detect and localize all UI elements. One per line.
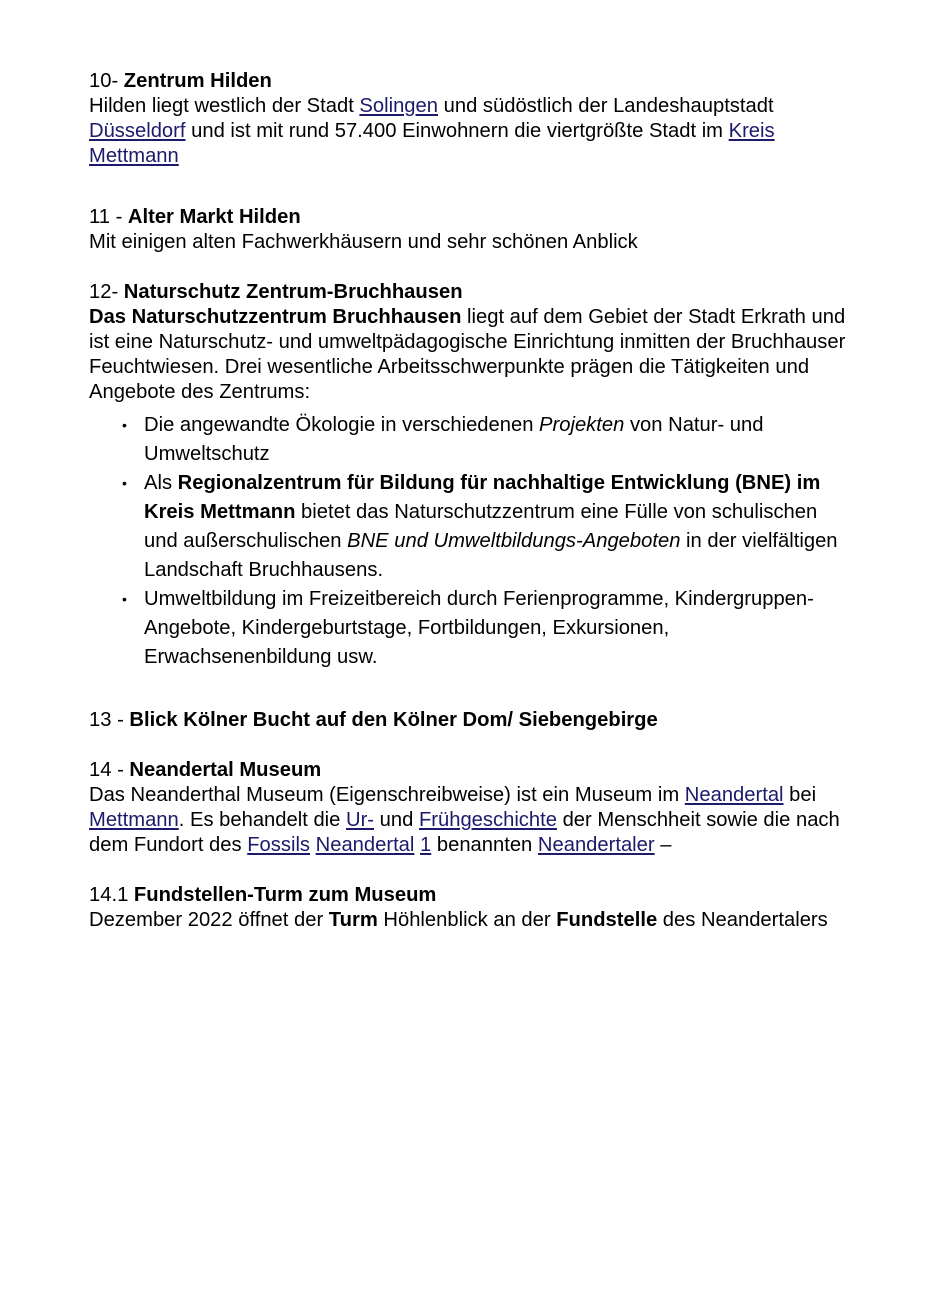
list-item — [89, 585, 849, 672]
spacer — [89, 255, 849, 280]
text-link[interactable]: Frühgeschichte — [418, 809, 557, 831]
bullet-icon: • — [122, 417, 127, 433]
text-run: Hilden liegt westlich der Stadt — [89, 95, 360, 117]
text-link[interactable]: Kreis Mettmann — [89, 120, 775, 167]
text-link[interactable]: 1 — [420, 834, 432, 856]
section-heading — [89, 708, 849, 733]
text-run: der Menschheit sowie die nach dem Fundort des — [89, 809, 840, 856]
spacer — [89, 858, 849, 883]
section-body — [89, 783, 849, 858]
section-number: 14.1 — [89, 884, 134, 906]
section-heading — [89, 883, 849, 908]
list-item-text — [144, 414, 764, 465]
bold-text: Das Naturschutzzentrum Bruchhausen — [89, 306, 462, 328]
text-run: Das Neanderthal Museum (Eigenschreibweise) ist ein Museum im — [89, 784, 685, 806]
bold-text: Turm — [328, 909, 378, 931]
text-run: liegt auf dem Gebiet der Stadt Erkrath und ist eine Naturschutz- und umweltpädagogische Einrichtung inmitten der Bruchhauser Feuchtwiesen. Drei wesentliche Arbeitsschwerpunkte prägen die Tätigkeiten und Angebote des Zentrums: — [89, 306, 846, 403]
text-run: Höhlenblick an der — [377, 909, 557, 931]
text-link[interactable]: Solingen — [359, 95, 438, 117]
text-run: bei — [783, 784, 817, 806]
spacer — [89, 169, 849, 205]
section-13 — [89, 708, 849, 733]
bullet-icon: • — [122, 591, 127, 607]
bullet-list — [89, 411, 849, 672]
bold-text: Fundstelle — [556, 909, 658, 931]
text-link[interactable]: Neandertal — [315, 834, 415, 856]
text-link[interactable]: Ur- — [346, 809, 375, 831]
list-item — [89, 411, 849, 469]
bullet-icon: • — [122, 475, 127, 491]
section-body — [89, 230, 849, 255]
text-run: Die angewandte Ökologie in verschiedenen — [144, 414, 540, 436]
section-10 — [89, 69, 849, 169]
text-run: und — [374, 809, 419, 831]
section-number: 10- — [89, 70, 124, 92]
spacer — [89, 733, 849, 758]
text-run: von Natur- und Umweltschutz — [144, 414, 764, 465]
section-title: Alter Markt Hilden — [127, 206, 301, 228]
section-14-1 — [89, 883, 849, 933]
section-number: 12- — [89, 281, 124, 303]
section-number: 14 - — [89, 759, 130, 781]
section-11 — [89, 205, 849, 255]
text-link[interactable]: Mettmann — [89, 809, 179, 831]
text-run: . Es behandelt die — [178, 809, 346, 831]
section-number: 13 - — [89, 709, 130, 731]
list-item — [89, 469, 849, 585]
text-link[interactable]: Neandertal — [684, 784, 784, 806]
text-run: in der vielfältigen Landschaft Bruchhausens. — [144, 530, 838, 581]
section-number: 11 - — [89, 206, 128, 228]
section-title: Blick Kölner Bucht auf den Kölner Dom/ Siebengebirge — [129, 709, 658, 731]
section-body — [89, 94, 849, 169]
document-page — [89, 69, 849, 933]
text-link[interactable]: Neandertaler — [537, 834, 655, 856]
text-link[interactable]: Fossils — [247, 834, 311, 856]
section-title: Neandertal Museum — [129, 759, 322, 781]
section-body — [89, 908, 849, 933]
text-run: bietet das Naturschutzzentrum eine Fülle von schulischen und außerschulischen — [144, 501, 818, 552]
section-title: Naturschutz Zentrum-Bruchhausen — [123, 281, 463, 303]
text-run: Dezember 2022 öffnet der — [89, 909, 329, 931]
section-14 — [89, 758, 849, 858]
text-run: und ist mit rund 57.400 Einwohnern die viertgrößte Stadt im — [185, 120, 729, 142]
section-title: Fundstellen-Turm zum Museum — [133, 884, 437, 906]
section-heading — [89, 205, 849, 230]
text-run: des Neandertalers — [657, 909, 828, 931]
section-heading — [89, 280, 849, 305]
list-item-text — [144, 472, 838, 581]
text-run: benannten — [431, 834, 538, 856]
section-heading — [89, 69, 849, 94]
section-body — [89, 305, 849, 405]
text-run: – — [654, 834, 672, 856]
section-12 — [89, 280, 849, 672]
text-run: Als — [144, 472, 178, 494]
list-item-text — [144, 588, 814, 668]
text-run: Umweltbildung im Freizeitbereich durch Ferienprogramme, Kindergruppen-Angebote, Kindergeburtstage, Fortbildungen, Exkursionen, Erwachsenenbildung usw. — [144, 588, 814, 668]
section-title: Zentrum Hilden — [123, 70, 272, 92]
text-run: und südöstlich der Landeshauptstadt — [438, 95, 774, 117]
section-heading — [89, 758, 849, 783]
italic-text: Projekten — [539, 414, 625, 436]
text-link[interactable]: Düsseldorf — [89, 120, 186, 142]
text-run: Mit einigen alten Fachwerkhäusern und sehr schönen Anblick — [89, 231, 638, 253]
spacer — [89, 672, 849, 708]
italic-text: BNE und Umweltbildungs-Angeboten — [347, 530, 681, 552]
bold-text: Regionalzentrum für Bildung für nachhaltige Entwicklung (BNE) im Kreis Mettmann — [144, 472, 821, 523]
